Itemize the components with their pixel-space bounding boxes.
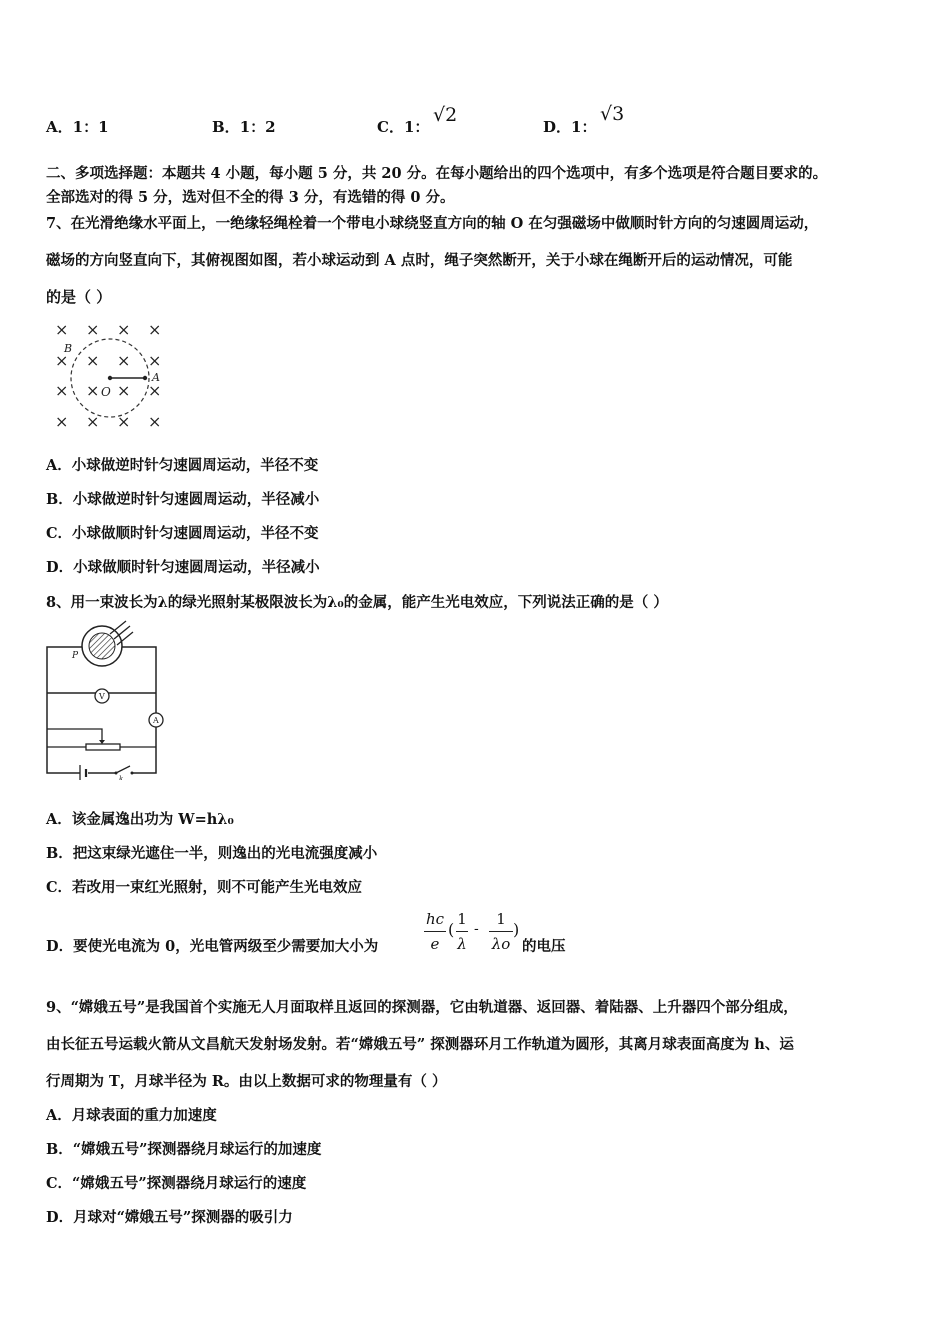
q7-option-c: C．小球做顺时针匀速圆周运动，半径不变 (46, 525, 319, 542)
q9-option-d: D．月球对“嫦娥五号”探测器的吸引力 (46, 1209, 293, 1226)
q7-stem-line2: 磁场的方向竖直向下，其俯视图如图，若小球运动到 A 点时，绳子突然断开，关于小球在绳断开后的运动情况，可能 (46, 252, 793, 269)
label-p: P (72, 651, 79, 661)
q7-stem-line3: 的是（ ） (46, 288, 112, 306)
label-b: B (64, 342, 73, 355)
field-cross: × (117, 412, 131, 431)
switch-contact (115, 772, 118, 775)
section2-line2: 全部选对的得 5 分，选对但不全的得 3 分，有选错的得 0 分。 (46, 189, 455, 206)
q8-option-b: B．把这束绿光遮住一半，则逸出的光电流强度减小 (46, 845, 378, 862)
q9-stem-line2: 由长征五号运载火箭从文昌航天发射场发射。若“嫦娥五号” 探测器环月工作轨道为圆形，其离月球表面高度为 h、运 (46, 1036, 794, 1053)
q9-option-c: C．“嫦娥五号”探测器绕月球运行的速度 (46, 1175, 307, 1192)
label-k: k (119, 775, 124, 780)
field-cross: × (86, 412, 100, 431)
q8-option-d-prefix: D．要使光电流为 0，光电管两级至少需要加大小为 (46, 938, 379, 955)
section2-line1: 二、多项选择题：本题共 4 小题，每小题 5 分，共 20 分。在每小题给出的四个选项中，有多个选项是符合题目要求的。 (46, 165, 828, 182)
formula-fraction-bar (424, 931, 446, 932)
q6-option-d: D．1： (543, 118, 597, 136)
q6-option-d-radical: √3 (600, 103, 625, 125)
q7-magnetic-field-figure (44, 318, 174, 436)
label-o: O (101, 385, 111, 399)
voltmeter-label: V (99, 692, 105, 701)
photocell-cathode (89, 633, 115, 659)
field-cross: × (55, 320, 69, 339)
switch-contact (131, 772, 134, 775)
field-cross: × (117, 351, 131, 370)
formula-open-paren: ( (448, 920, 455, 939)
formula-den-e: e (430, 935, 440, 953)
formula-fraction-bar (456, 931, 468, 932)
rheostat (86, 744, 120, 750)
q8-option-d-suffix: 的电压 (522, 938, 566, 955)
field-cross: × (117, 381, 131, 400)
formula-den-lambda0: λo (491, 935, 511, 953)
q7-option-d: D．小球做顺时针匀速圆周运动，半径减小 (46, 559, 320, 576)
q7-option-b: B．小球做逆时针匀速圆周运动，半径减小 (46, 491, 320, 508)
q8-photoelectric-circuit-figure (44, 620, 170, 780)
q9-stem-line3: 行周期为 T，月球半径为 R。由以上数据可求的物理量有（ ） (46, 1073, 447, 1090)
q8-stem: 8、用一束波长为λ的绿光照射某极限波长为λ₀的金属，能产生光电效应，下列说法正确的是（ ） (46, 594, 668, 611)
label-a: A (152, 371, 160, 384)
field-cross: × (148, 412, 162, 431)
formula-num-1: 1 (457, 910, 467, 928)
ammeter-label: A (153, 716, 159, 725)
formula-close-paren: ) (513, 920, 520, 939)
light-ray (110, 621, 126, 634)
q6-option-b: B．1：2 (212, 118, 276, 136)
formula-num-1: 1 (496, 910, 506, 928)
field-cross: × (86, 320, 100, 339)
field-cross: × (55, 412, 69, 431)
formula-den-lambda: λ (457, 935, 467, 953)
formula-fraction-bar (489, 931, 513, 932)
q8-option-c: C．若改用一束红光照射，则不可能产生光电效应 (46, 879, 363, 896)
field-cross: × (55, 381, 69, 400)
field-cross: × (148, 381, 162, 400)
field-cross: × (86, 381, 100, 400)
ball-point-a (143, 376, 147, 380)
field-cross: × (55, 351, 69, 370)
q7-stem-line1: 7、在光滑绝缘水平面上，一绝缘轻绳栓着一个带电小球绕竖直方向的轴 O 在匀强磁场中做顺时针方向的匀速圆周运动， (46, 215, 819, 232)
q9-option-a: A．月球表面的重力加速度 (46, 1107, 217, 1124)
q7-option-a: A．小球做逆时针匀速圆周运动，半径不变 (46, 457, 319, 474)
formula-num-hc: hc (425, 910, 445, 928)
q6-option-c: C．1： (377, 118, 430, 136)
q6-option-c-radical: √2 (433, 104, 458, 126)
formula-minus: - (474, 921, 479, 937)
q9-stem-line1: 9、“嫦娥五号”是我国首个实施无人月面取样且返回的探测器，它由轨道器、返回器、着陆器、上升器四个部分组成， (46, 999, 798, 1016)
axis-point-o (108, 376, 112, 380)
circuit-wire (47, 729, 102, 742)
field-cross: × (86, 351, 100, 370)
field-cross: × (148, 320, 162, 339)
q9-option-b: B．“嫦娥五号”探测器绕月球运行的加速度 (46, 1141, 322, 1158)
q6-option-a: A．1：1 (46, 118, 109, 136)
field-cross: × (117, 320, 131, 339)
field-cross: × (148, 351, 162, 370)
q8-option-a: A．该金属逸出功为 W=hλ₀ (46, 811, 234, 828)
